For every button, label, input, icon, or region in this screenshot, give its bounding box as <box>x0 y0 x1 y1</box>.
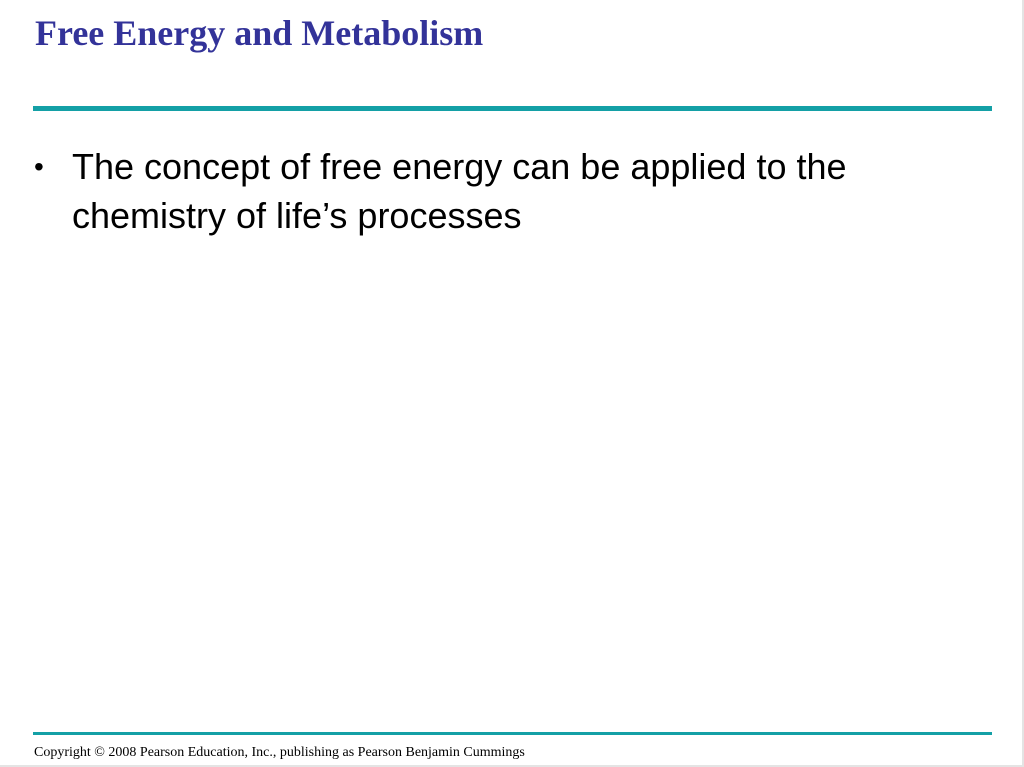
footer-divider <box>33 732 992 735</box>
title-divider <box>33 106 992 111</box>
bullet-item <box>34 142 964 240</box>
slide-title: Free Energy and Metabolism <box>35 13 484 53</box>
bullet-marker: • <box>34 151 44 182</box>
bullet-list <box>34 142 964 240</box>
copyright-footer: Copyright © 2008 Pearson Education, Inc., publishing as Pearson Benjamin Cummings <box>34 745 525 760</box>
bullet-text: The concept of free energy can be applied to the chemistry of life’s processes <box>72 146 847 236</box>
